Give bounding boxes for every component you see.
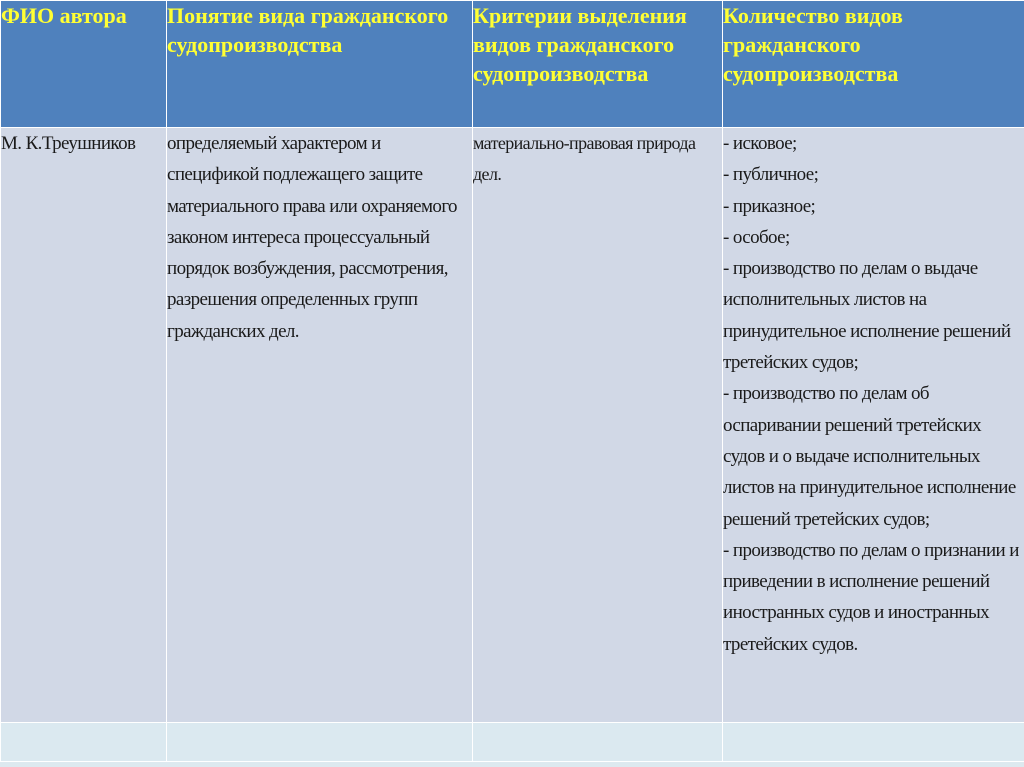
- kind-item: - особое;: [723, 226, 790, 248]
- cell-kinds: [723, 128, 1024, 723]
- table-header-row: [1, 1, 1024, 128]
- header-concept: Понятие вида гражданского судопроизводства: [167, 1, 473, 128]
- kind-item: - производство по делам об оспаривании решений третейских судов и о выдаче исполнительных листов на принудительное исполнение решений третейских судов;: [723, 383, 1016, 530]
- header-author: ФИО автора: [1, 1, 167, 128]
- kind-item: - публичное;: [723, 164, 819, 186]
- kind-item: - производство по делам о выдаче исполнительных листов на принудительное исполнение решений третейских судов;: [723, 258, 1011, 374]
- empty-cell: [473, 723, 723, 762]
- kind-item: - исковое;: [723, 133, 797, 154]
- table-empty-row: [1, 723, 1024, 762]
- empty-cell: [1, 723, 167, 762]
- kind-item: - производство по делам о признании и приведении в исполнение решений иностранных судов и иностранных третейских судов.: [723, 539, 1019, 655]
- cell-concept: определяемый характером и спецификой подлежащего защите материального права или охраняемого законом интереса процессуальный порядок возбуждения, рассмотрения, разрешения определенных групп гражданских дел.: [167, 128, 473, 723]
- header-criteria: Критерии выделения видов гражданского судопроизводства: [473, 1, 723, 128]
- cell-criteria: материально-правовая природа дел.: [473, 128, 723, 723]
- empty-cell: [167, 723, 473, 762]
- table-row: [1, 128, 1024, 723]
- empty-cell: [723, 723, 1024, 762]
- kind-item: - приказное;: [723, 195, 816, 217]
- cell-author: М. К.Треушников: [1, 128, 167, 723]
- header-kinds: Количество видов гражданского судопроизводства: [723, 1, 1024, 128]
